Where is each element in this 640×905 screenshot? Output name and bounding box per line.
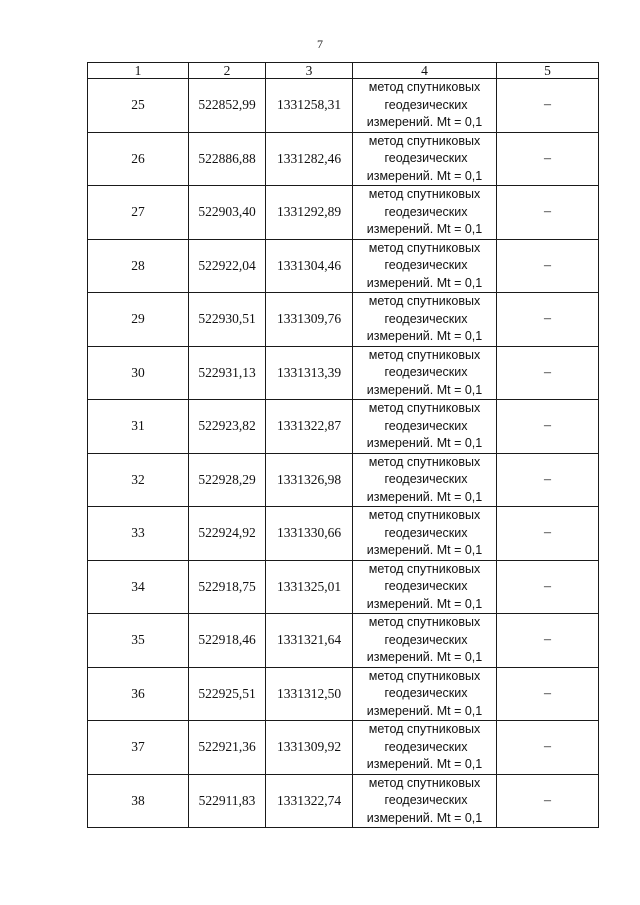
accuracy-cell: –	[497, 132, 599, 186]
point-number-cell: 32	[88, 453, 189, 507]
method-line: метод спутниковых	[368, 722, 481, 736]
method-line: геодезических	[384, 151, 468, 165]
x-coordinate-cell: 522918,75	[189, 560, 266, 614]
method-line: метод спутниковых	[368, 508, 481, 522]
method-line: геодезических	[384, 525, 468, 540]
method-line: измерений. Mt = 0,1	[366, 650, 483, 664]
method-line: геодезических	[384, 418, 468, 433]
table-row	[88, 667, 599, 721]
point-number-cell: 36	[88, 667, 189, 721]
method-cell	[353, 721, 497, 775]
point-number-cell: 28	[88, 239, 189, 293]
table-row	[88, 774, 599, 828]
point-number-cell: 30	[88, 346, 189, 400]
x-coordinate-cell: 522911,83	[189, 774, 266, 828]
method-cell	[353, 293, 497, 347]
accuracy-cell: –	[497, 346, 599, 400]
x-coordinate-cell: 522918,46	[189, 614, 266, 668]
method-line: метод спутниковых	[368, 615, 481, 629]
accuracy-cell: –	[497, 721, 599, 775]
method-line: геодезических	[384, 579, 468, 593]
y-coordinate-cell: 1331322,74	[266, 774, 353, 828]
accuracy-cell: –	[497, 667, 599, 721]
method-line: метод спутниковых	[368, 668, 481, 683]
method-cell	[353, 346, 497, 400]
method-line: метод спутниковых	[368, 133, 481, 148]
table-row	[88, 132, 599, 186]
y-coordinate-cell: 1331330,66	[266, 507, 353, 561]
x-coordinate-cell: 522922,04	[189, 239, 266, 293]
method-cell	[353, 614, 497, 668]
method-line: измерений. Mt = 0,1	[366, 275, 483, 290]
method-line: измерений. Mt = 0,1	[366, 382, 483, 397]
table-row	[88, 721, 599, 775]
x-coordinate-cell: 522852,99	[189, 79, 266, 133]
method-line: геодезических	[384, 632, 468, 647]
method-line: измерений. Mt = 0,1	[366, 757, 483, 771]
method-cell	[353, 400, 497, 454]
y-coordinate-cell: 1331325,01	[266, 560, 353, 614]
method-line: геодезических	[384, 686, 468, 700]
method-line: метод спутниковых	[368, 187, 481, 201]
method-line: геодезических	[384, 472, 468, 486]
accuracy-cell: –	[497, 507, 599, 561]
method-cell	[353, 560, 497, 614]
table-body	[88, 79, 599, 828]
x-coordinate-cell: 522924,92	[189, 507, 266, 561]
x-coordinate-cell: 522921,36	[189, 721, 266, 775]
method-line: геодезических	[384, 793, 468, 807]
table-row	[88, 293, 599, 347]
x-coordinate-cell: 522925,51	[189, 667, 266, 721]
table-row	[88, 453, 599, 507]
method-cell	[353, 453, 497, 507]
method-line: метод спутниковых	[368, 294, 481, 308]
accuracy-cell: –	[497, 186, 599, 240]
method-line: метод спутниковых	[368, 347, 481, 362]
method-cell	[353, 186, 497, 240]
table-header-row	[88, 63, 599, 79]
accuracy-cell: –	[497, 453, 599, 507]
method-cell	[353, 132, 497, 186]
accuracy-cell: –	[497, 614, 599, 668]
y-coordinate-cell: 1331321,64	[266, 614, 353, 668]
y-coordinate-cell: 1331292,89	[266, 186, 353, 240]
x-coordinate-cell: 522903,40	[189, 186, 266, 240]
method-line: измерений. Mt = 0,1	[366, 543, 483, 557]
method-line: метод спутниковых	[368, 775, 481, 790]
y-coordinate-cell: 1331322,87	[266, 400, 353, 454]
point-number-cell: 35	[88, 614, 189, 668]
table-row	[88, 400, 599, 454]
method-line: метод спутниковых	[368, 80, 481, 94]
page-number: 7	[317, 37, 323, 51]
method-line: геодезических	[384, 311, 468, 326]
method-line: метод спутниковых	[368, 240, 481, 255]
method-line: метод спутниковых	[368, 454, 481, 469]
y-coordinate-cell: 1331313,39	[266, 346, 353, 400]
point-number-cell: 33	[88, 507, 189, 561]
method-line: измерений. Mt = 0,1	[366, 810, 483, 825]
accuracy-cell: –	[497, 293, 599, 347]
method-line: измерений. Mt = 0,1	[366, 329, 483, 343]
method-line: геодезических	[384, 739, 468, 754]
accuracy-cell: –	[497, 79, 599, 133]
table-row	[88, 239, 599, 293]
accuracy-cell: –	[497, 400, 599, 454]
method-line: метод спутниковых	[368, 561, 481, 576]
x-coordinate-cell: 522931,13	[189, 346, 266, 400]
y-coordinate-cell: 1331309,92	[266, 721, 353, 775]
method-line: измерений. Mt = 0,1	[366, 222, 483, 236]
method-cell	[353, 774, 497, 828]
header-col-1: 1	[88, 63, 189, 79]
header-col-5: 5	[497, 63, 599, 79]
coordinates-table	[87, 62, 599, 828]
method-line: измерений. Mt = 0,1	[366, 596, 483, 611]
point-number-cell: 29	[88, 293, 189, 347]
method-line: измерений. Mt = 0,1	[366, 115, 483, 129]
table-row	[88, 614, 599, 668]
table-row	[88, 79, 599, 133]
method-line: геодезических	[384, 97, 468, 112]
accuracy-cell: –	[497, 239, 599, 293]
point-number-cell: 31	[88, 400, 189, 454]
header-col-3: 3	[266, 63, 353, 79]
method-cell	[353, 667, 497, 721]
header-col-4: 4	[353, 63, 497, 79]
point-number-cell: 25	[88, 79, 189, 133]
method-cell	[353, 507, 497, 561]
point-number-cell: 37	[88, 721, 189, 775]
method-line: измерений. Mt = 0,1	[366, 489, 483, 504]
method-line: геодезических	[384, 204, 468, 219]
point-number-cell: 34	[88, 560, 189, 614]
point-number-cell: 26	[88, 132, 189, 186]
y-coordinate-cell: 1331258,31	[266, 79, 353, 133]
method-cell	[353, 239, 497, 293]
accuracy-cell: –	[497, 560, 599, 614]
y-coordinate-cell: 1331309,76	[266, 293, 353, 347]
header-col-2: 2	[189, 63, 266, 79]
accuracy-cell: –	[497, 774, 599, 828]
method-line: измерений. Mt = 0,1	[366, 168, 483, 183]
x-coordinate-cell: 522923,82	[189, 400, 266, 454]
method-cell	[353, 79, 497, 133]
y-coordinate-cell: 1331282,46	[266, 132, 353, 186]
y-coordinate-cell: 1331312,50	[266, 667, 353, 721]
y-coordinate-cell: 1331326,98	[266, 453, 353, 507]
x-coordinate-cell: 522928,29	[189, 453, 266, 507]
table-row	[88, 560, 599, 614]
method-line: измерений. Mt = 0,1	[366, 703, 483, 718]
method-line: геодезических	[384, 258, 468, 272]
table-row	[88, 346, 599, 400]
x-coordinate-cell: 522886,88	[189, 132, 266, 186]
y-coordinate-cell: 1331304,46	[266, 239, 353, 293]
table-row	[88, 507, 599, 561]
point-number-cell: 27	[88, 186, 189, 240]
method-line: геодезических	[384, 365, 468, 379]
x-coordinate-cell: 522930,51	[189, 293, 266, 347]
table-row	[88, 186, 599, 240]
point-number-cell: 38	[88, 774, 189, 828]
method-line: метод спутниковых	[368, 401, 481, 415]
method-line: измерений. Mt = 0,1	[366, 436, 483, 450]
